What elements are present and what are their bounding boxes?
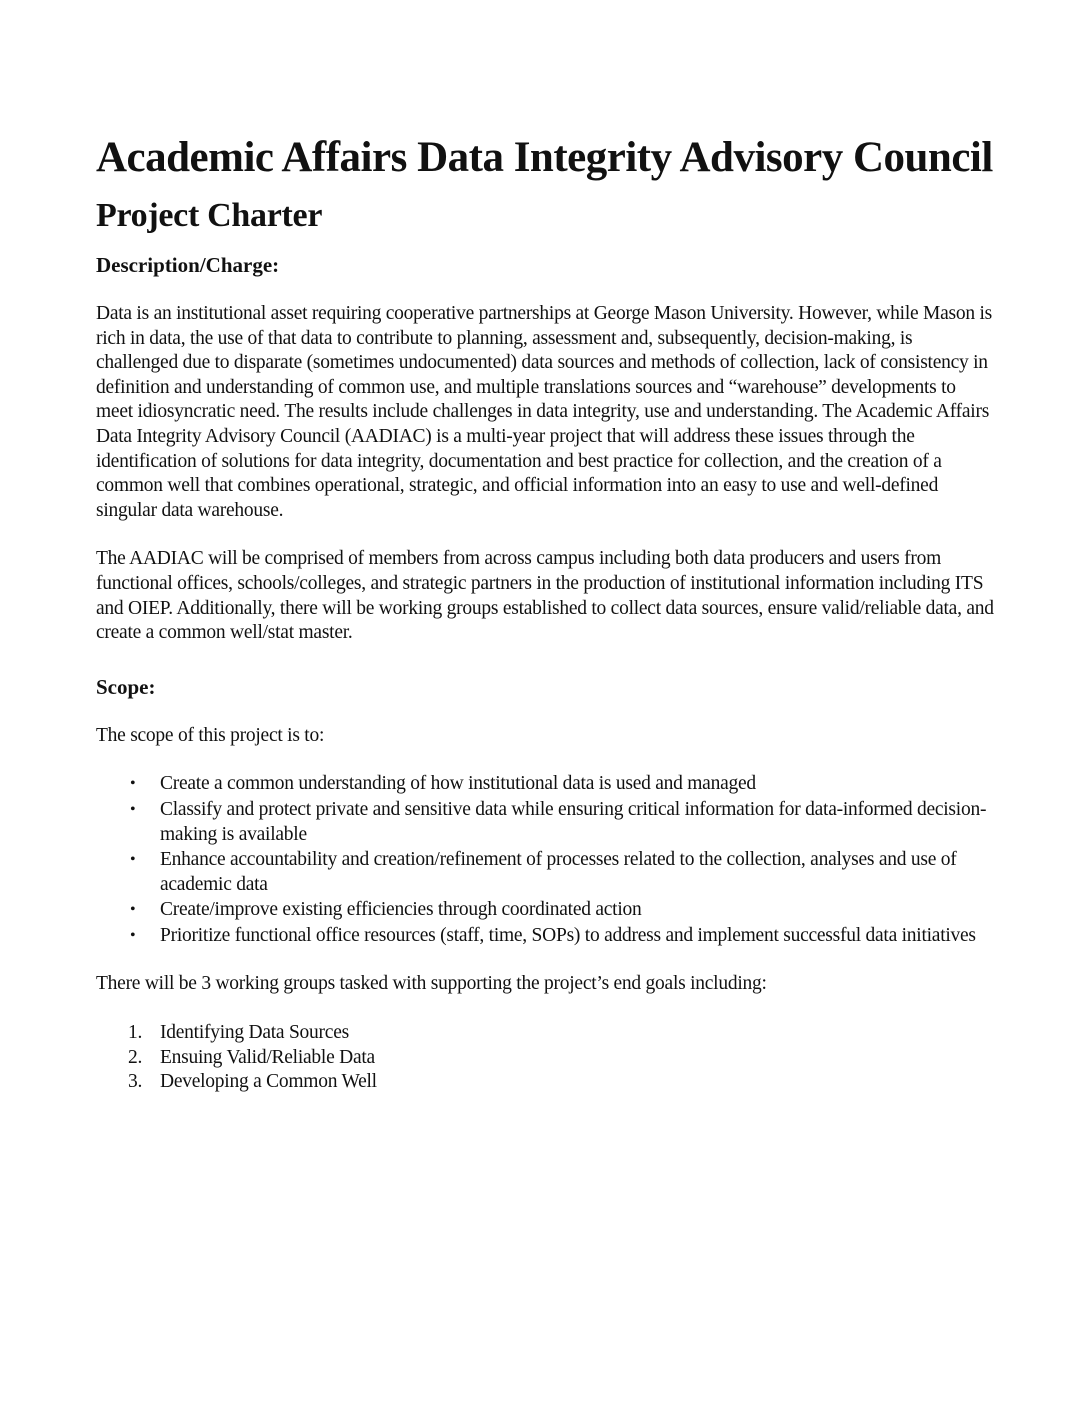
list-item: [96, 848, 996, 897]
bullet-icon: •: [130, 800, 136, 818]
document-title: Academic Affairs Data Integrity Advisory Council: [96, 134, 993, 181]
list-number: 2.: [128, 1046, 143, 1068]
list-item: [96, 772, 996, 797]
list-item: [96, 1046, 996, 1071]
list-item: [96, 798, 996, 847]
list-number: 3.: [128, 1071, 143, 1093]
list-item: [96, 924, 996, 949]
document-page: [96, 134, 996, 1095]
list-item-text: Create/improve existing efficiencies through coordinated action: [160, 899, 642, 921]
document-subtitle: Project Charter: [96, 197, 323, 234]
list-item: [96, 898, 996, 923]
description-paragraph-2: The AADIAC will be comprised of members from across campus including both data producers and users from functional offices, schools/colleges, and strategic partners in the production of institutional information including ITS and OIEP. Additionally, there will be working groups established to collect data sources, ensure valid/reliable data, and create a common well/stat master.: [96, 548, 994, 644]
scope-intro: The scope of this project is to:: [96, 724, 325, 746]
list-item-text: Enhance accountability and creation/refinement of processes related to the collection, analyses and use of academic data: [160, 849, 957, 895]
list-item-text: Developing a Common Well: [160, 1071, 377, 1093]
working-groups-list: [96, 1021, 996, 1095]
list-item: [96, 1021, 996, 1046]
scope-bullet-list: [96, 772, 996, 948]
working-groups-intro: There will be 3 working groups tasked with supporting the project’s end goals including:: [96, 973, 767, 995]
scope-heading: Scope:: [96, 674, 156, 699]
bullet-icon: •: [130, 775, 136, 793]
list-item-text: Classify and protect private and sensitive data while ensuring critical information for data-informed decision-making is available: [160, 798, 987, 845]
list-item-text: Identifying Data Sources: [160, 1022, 349, 1044]
bullet-icon: •: [130, 926, 136, 944]
list-item-text: Prioritize functional office resources (staff, time, SOPs) to address and implement successful data initiatives: [160, 924, 976, 946]
bullet-icon: •: [130, 901, 136, 919]
list-item: [96, 1070, 996, 1095]
description-heading: Description/Charge:: [96, 253, 280, 277]
list-number: 1.: [128, 1022, 143, 1044]
list-item-text: Create a common understanding of how institutional data is used and managed: [160, 773, 756, 795]
description-paragraph-1: Data is an institutional asset requiring cooperative partnerships at George Mason University. However, while Mason is rich in data, the use of that data to contribute to planning, assessment and, subsequently, decision-making, is challenged due to disparate (sometimes undocumented) data sources and methods of collection, lack of consistency in definition and understanding of common use, and multiple translations sources and “warehouse” developments to meet idiosyncratic need. The results include challenges in data integrity, use and understanding. The Academic Affairs Data Integrity Advisory Council (AADIAC) is a multi-year project that will address these issues through the identification of solutions for data integrity, documentation and best practice for collection, and the creation of a common well that combines operational, strategic, and official information into an easy to use and well-defined singular data warehouse.: [96, 303, 993, 521]
bullet-icon: •: [130, 851, 136, 869]
list-item-text: Ensuing Valid/Reliable Data: [160, 1046, 375, 1068]
